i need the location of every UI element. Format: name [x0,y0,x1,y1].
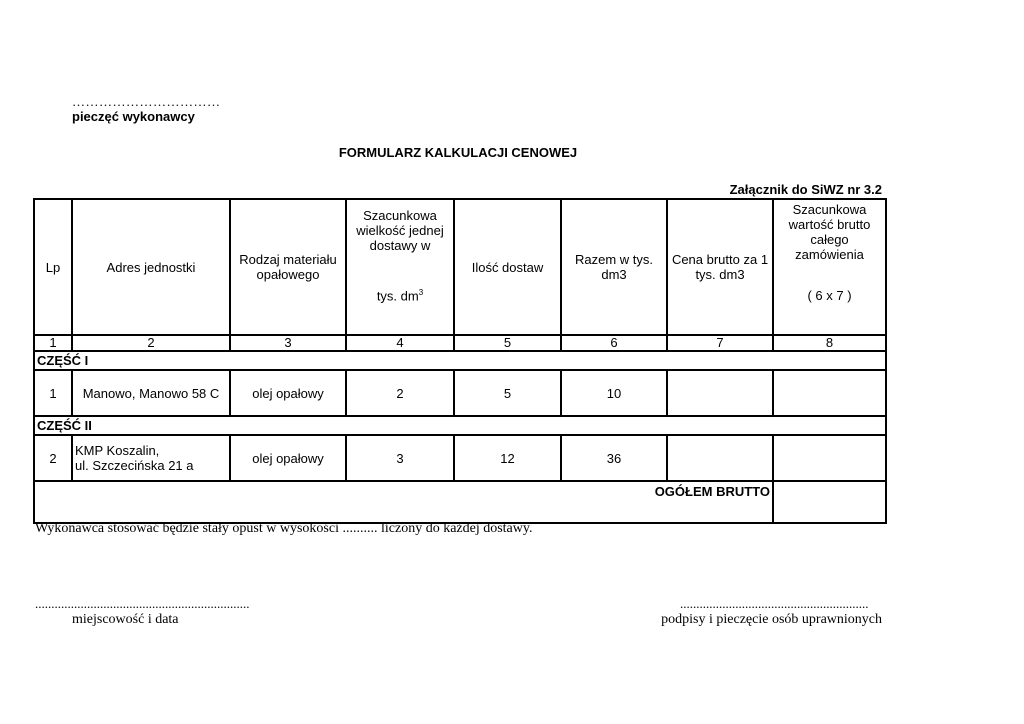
column-number-row [34,335,886,351]
page-title: FORMULARZ KALKULACJI CENOWEJ [338,145,578,160]
col-size-header [346,199,454,335]
cell-count: 5 [454,370,561,416]
part-1-label: CZĘŚĆ I [34,351,886,370]
annex-label: Załącznik do SiWZ nr 3.2 [729,182,882,197]
column-number: 1 [34,335,72,351]
contractor-stamp-label: pieczęć wykonawcy [72,109,195,124]
col-value-header-text: Szacunkowa wartość brutto całego zamówienia [788,202,871,262]
table-row [34,370,886,416]
column-number: 5 [454,335,561,351]
column-number: 7 [667,335,773,351]
col-size-header-text: Szacunkowa wielkość jednej dostawy w [356,208,444,253]
cell-address [72,435,230,481]
grand-total-input[interactable] [773,481,886,523]
cell-total: 10 [561,370,667,416]
place-date-dots: .................................................................. [35,596,250,611]
cell-count: 12 [454,435,561,481]
cell-address-line1: KMP Koszalin, [75,443,160,458]
place-date-label: miejscowość i data [72,612,179,627]
discount-note: Wykonawca stosować będzie stały opust w wysokości .......... liczony do każdej dostawy. [35,521,533,536]
signatures-label: podpisy i pieczęcie osób uprawnionych [661,612,882,627]
col-material-header: Rodzaj materiału opałowego [230,199,346,335]
table-header-row [34,199,886,335]
col-size-header-unit: tys. $dm^3$ [376,288,424,304]
col-address-header: Adres jednostki [72,199,230,335]
table-row [34,435,886,481]
cell-value-input[interactable] [773,435,886,481]
column-number: 3 [230,335,346,351]
cell-lp: 2 [34,435,72,481]
cell-size: 2 [346,370,454,416]
column-number: 6 [561,335,667,351]
cell-price-input[interactable] [667,435,773,481]
signature-dots: .......................................................... [680,596,869,611]
col-total-header: Razem w tys. dm3 [561,199,667,335]
column-number: 2 [72,335,230,351]
grand-total-row [34,481,886,523]
cell-address-line2: ul. Szczecińska 21 a [75,458,194,473]
col-value-header-formula: ( 6 x 7 ) [807,288,852,303]
column-number: 8 [773,335,886,351]
part-row [34,351,886,370]
cell-lp: 1 [34,370,72,416]
part-2-label: CZĘŚĆ II [34,416,886,435]
cell-material: olej opałowy [230,435,346,481]
col-lp-header: Lp [34,199,72,335]
cell-value-input[interactable] [773,370,886,416]
cell-address: Manowo, Manowo 58 C [72,370,230,416]
price-calculation-table [33,198,887,524]
stamp-dots: …………………………… [72,94,221,109]
grand-total-label: OGÓŁEM BRUTTO [34,481,773,523]
cell-size: 3 [346,435,454,481]
cell-material: olej opałowy [230,370,346,416]
cell-total: 36 [561,435,667,481]
col-count-header: Ilość dostaw [454,199,561,335]
col-value-header [773,199,886,335]
col-price-header: Cena brutto za 1 tys. dm3 [667,199,773,335]
part-row [34,416,886,435]
cell-price-input[interactable] [667,370,773,416]
column-number: 4 [346,335,454,351]
